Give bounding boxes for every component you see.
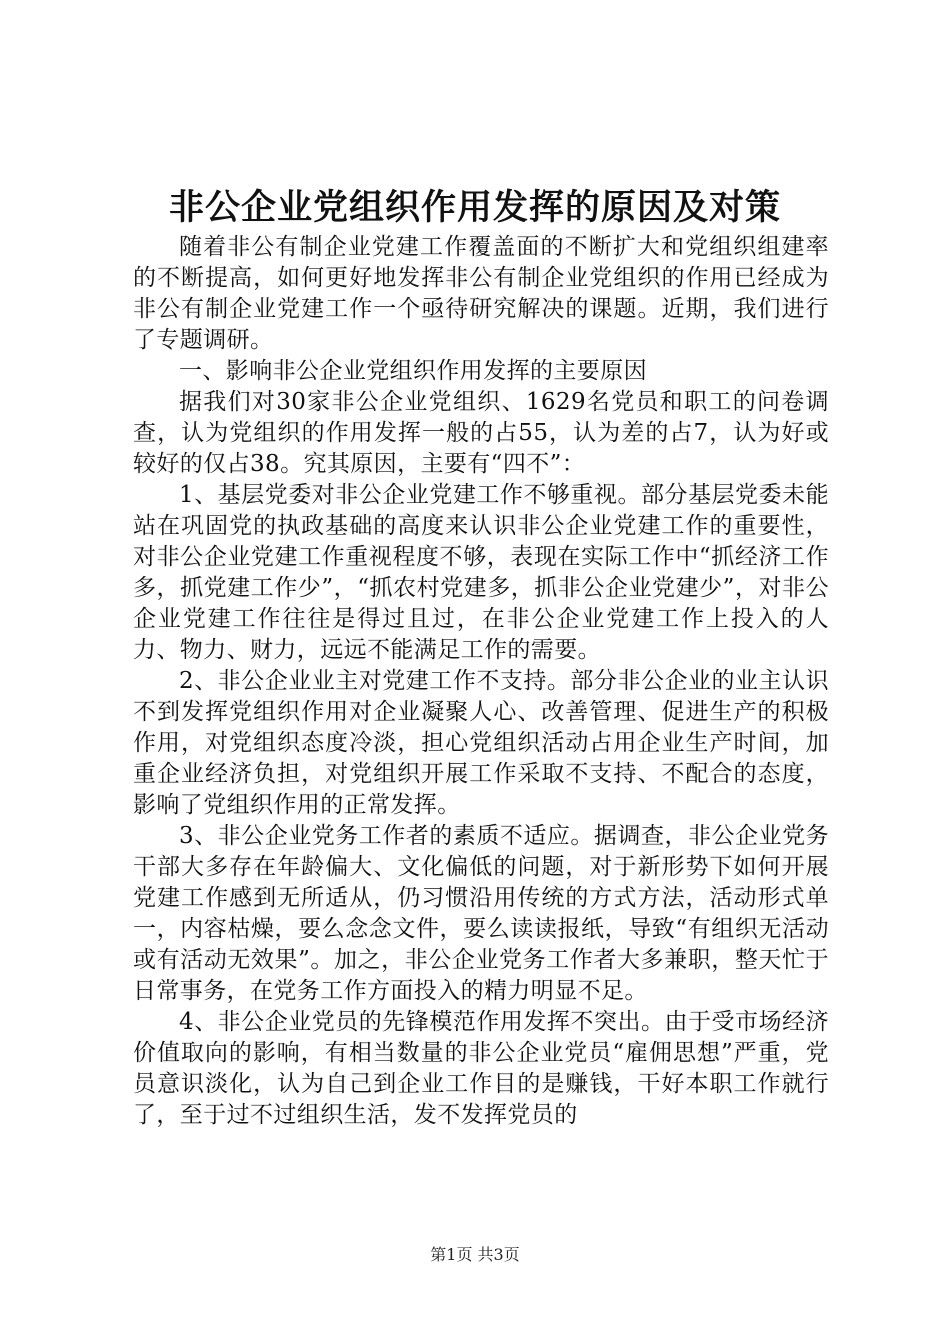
- section-heading: 一、影响非公企业党组织作用发挥的主要原因: [179, 358, 647, 384]
- paragraph-reason-2: 2、非公企业业主对党建工作不支持。部分非公企业的业主认识不到发挥党组织作用对企业凝聚人心、改善管理、促进生产的积极作用，对党组织态度冷淡，担心党组织活动占用企业生产时间，加重企业经济负担，对党组织开展工作采取不支持、不配合的态度，影响了党组织作用的正常发挥。: [133, 668, 829, 818]
- paragraph-reason-4: 4、非公企业党员的先锋模范作用发挥不突出。由于受市场经济价值取向的影响，有相当数量的非公企业党员“雇佣思想”严重，党员意识淡化，认为自己到企业工作目的是赚钱，干好本职工作就行了，至于过不过组织生活，发不发挥党员的: [133, 1009, 829, 1128]
- paragraph-reason-1: 1、基层党委对非公企业党建工作不够重视。部分基层党委未能站在巩固党的执政基础的高度来认识非公企业党建工作的重要性，对非公企业党建工作重视程度不够，表现在实际工作中“抓经济工作多，抓党建工作少”，“抓农村党建多，抓非公企业党建少”，对非公企业党建工作往往是得过且过，在非公企业党建工作上投入的人力、物力、财力，远远不能满足工作的需要。: [133, 482, 829, 663]
- document-body: [133, 232, 829, 1131]
- paragraph-survey: 据我们对30家非公企业党组织、1629名党员和职工的问卷调查，认为党组织的作用发挥一般的占55，认为差的占7，认为好或较好的仅占38。究其原因，主要有“四不”：: [133, 389, 829, 477]
- paragraph-intro: 随着非公有制企业党建工作覆盖面的不断扩大和党组织组建率的不断提高，如何更好地发挥非公有制企业党组织的作用已经成为非公有制企业党建工作一个亟待研究解决的课题。近期，我们进行了专题调研。: [133, 234, 829, 353]
- document-title: 非公企业党组织作用发挥的原因及对策: [168, 187, 781, 228]
- paragraph-reason-3: 3、非公企业党务工作者的素质不适应。据调查，非公企业党务干部大多存在年龄偏大、文化偏低的问题，对于新形势下如何开展党建工作感到无所适从，仍习惯沿用传统的方式方法，活动形式单一，内容枯燥，要么念念文件，要么读读报纸，导致“有组织无活动或有活动无效果”。加之，非公企业党务工作者大多兼职，整天忙于日常事务，在党务工作方面投入的精力明显不足。: [133, 823, 829, 1004]
- page-number-footer: 第1页 共3页: [430, 1245, 520, 1264]
